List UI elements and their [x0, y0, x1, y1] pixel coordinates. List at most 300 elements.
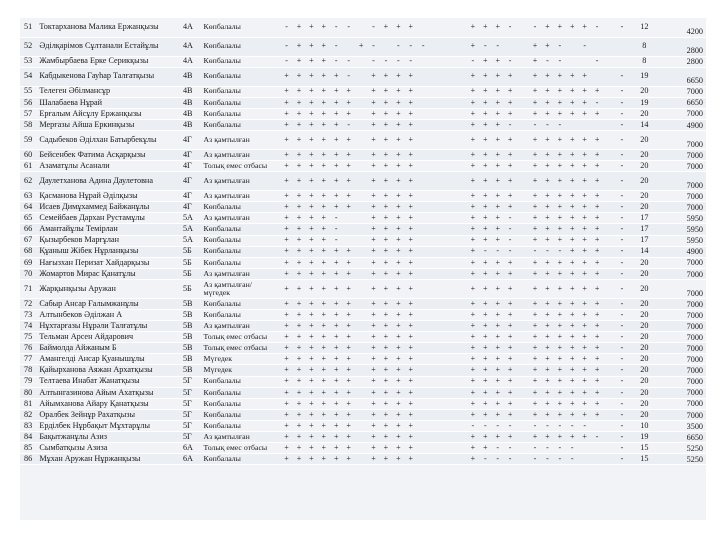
class-label: 5Г: [181, 432, 203, 443]
attendance-mark: +: [305, 432, 317, 443]
amount-value: 7000: [661, 409, 706, 420]
attendance-mark: -: [616, 268, 628, 279]
table-row: [20, 387, 706, 398]
attendance-mark: [442, 161, 454, 172]
attendance-mark: +: [280, 149, 292, 160]
attendance-mark: +: [367, 224, 379, 235]
attendance-mark: [429, 97, 441, 108]
attendance-mark: +: [541, 67, 553, 86]
attendance-mark: +: [330, 443, 342, 454]
attendance-mark: +: [541, 86, 553, 97]
attendance-mark: +: [492, 97, 504, 108]
amount-value: 5950: [661, 224, 706, 235]
attendance-mark: +: [591, 161, 603, 172]
attendance-mark: +: [367, 268, 379, 279]
student-name: Жарқынқызы Аружан: [38, 279, 181, 298]
class-label: 4Г: [181, 130, 203, 149]
attendance-mark: +: [479, 56, 491, 67]
attendance-mark: +: [318, 56, 330, 67]
attendance-mark: +: [280, 213, 292, 224]
attendance-mark: [516, 213, 528, 224]
attendance-mark: +: [342, 398, 354, 409]
attendance-mark: [442, 343, 454, 354]
attendance-mark: +: [479, 321, 491, 332]
attendance-mark: +: [467, 454, 479, 465]
amount-value: 4900: [661, 119, 706, 130]
attendance-mark: +: [380, 365, 392, 376]
attendance-mark: +: [367, 310, 379, 321]
attendance-mark: [355, 108, 367, 119]
attendance-mark: +: [479, 310, 491, 321]
attendance-mark: +: [492, 432, 504, 443]
class-label: 5В: [181, 310, 203, 321]
days-total: 20: [628, 149, 660, 160]
attendance-mark: +: [529, 398, 541, 409]
amount-value: 7000: [661, 332, 706, 343]
attendance-mark: +: [467, 279, 479, 298]
attendance-mark: -: [541, 454, 553, 465]
amount-value: 7000: [661, 86, 706, 97]
category-label: Көпбалалы: [203, 224, 281, 235]
attendance-mark: +: [318, 213, 330, 224]
attendance-mark: +: [280, 387, 292, 398]
attendance-mark: +: [504, 97, 516, 108]
attendance-mark: +: [479, 257, 491, 268]
attendance-mark: +: [541, 18, 553, 37]
attendance-mark: +: [554, 365, 566, 376]
attendance-mark: [516, 268, 528, 279]
attendance-mark: +: [392, 67, 404, 86]
amount-value: 5950: [661, 213, 706, 224]
attendance-mark: -: [504, 119, 516, 130]
attendance-mark: [429, 149, 441, 160]
attendance-mark: +: [280, 130, 292, 149]
attendance-mark: +: [554, 321, 566, 332]
attendance-mark: +: [392, 213, 404, 224]
attendance-mark: -: [504, 56, 516, 67]
row-number: 54: [20, 67, 38, 86]
attendance-mark: +: [318, 298, 330, 309]
attendance-mark: +: [380, 310, 392, 321]
attendance-mark: +: [280, 279, 292, 298]
attendance-mark: -: [380, 56, 392, 67]
attendance-mark: +: [492, 376, 504, 387]
attendance-mark: [417, 130, 429, 149]
attendance-mark: -: [392, 56, 404, 67]
attendance-mark: +: [467, 257, 479, 268]
attendance-mark: [516, 202, 528, 213]
class-label: 5Г: [181, 409, 203, 420]
attendance-mark: +: [405, 343, 417, 354]
attendance-mark: +: [318, 37, 330, 56]
attendance-mark: +: [318, 257, 330, 268]
attendance-mark: +: [591, 332, 603, 343]
attendance-mark: +: [380, 268, 392, 279]
table-row: [20, 191, 706, 202]
attendance-mark: +: [591, 321, 603, 332]
attendance-mark: +: [305, 97, 317, 108]
attendance-mark: +: [566, 161, 578, 172]
attendance-mark: -: [616, 257, 628, 268]
attendance-mark: -: [504, 246, 516, 257]
attendance-mark: [417, 191, 429, 202]
attendance-mark: -: [616, 443, 628, 454]
attendance-mark: +: [342, 202, 354, 213]
attendance-mark: -: [616, 310, 628, 321]
attendance-mark: +: [392, 130, 404, 149]
row-number: 60: [20, 149, 38, 160]
attendance-mark: +: [305, 172, 317, 191]
attendance-mark: +: [293, 310, 305, 321]
category-label: Көпбалалы: [203, 37, 281, 56]
attendance-mark: +: [293, 365, 305, 376]
category-label: Мүгедек: [203, 354, 281, 365]
attendance-mark: +: [318, 454, 330, 465]
attendance-mark: +: [554, 376, 566, 387]
attendance-mark: [417, 67, 429, 86]
attendance-mark: [603, 257, 615, 268]
attendance-mark: +: [330, 108, 342, 119]
attendance-mark: +: [529, 97, 541, 108]
attendance-mark: +: [492, 191, 504, 202]
days-total: 20: [628, 279, 660, 298]
attendance-mark: +: [330, 420, 342, 431]
attendance-mark: +: [293, 298, 305, 309]
student-name: Алтынгазинова Айым Ахатқызы: [38, 387, 181, 398]
attendance-mark: +: [318, 235, 330, 246]
attendance-mark: -: [554, 246, 566, 257]
attendance-mark: +: [305, 161, 317, 172]
attendance-mark: +: [293, 257, 305, 268]
class-label: 5Г: [181, 387, 203, 398]
amount-value: 7000: [661, 310, 706, 321]
attendance-mark: +: [467, 443, 479, 454]
attendance-mark: +: [504, 432, 516, 443]
attendance-mark: +: [591, 310, 603, 321]
attendance-mark: [342, 235, 354, 246]
attendance-mark: +: [380, 97, 392, 108]
amount-value: 5250: [661, 454, 706, 465]
attendance-mark: +: [541, 398, 553, 409]
attendance-mark: [417, 86, 429, 97]
attendance-mark: +: [529, 56, 541, 67]
attendance-mark: [429, 161, 441, 172]
attendance-mark: +: [280, 202, 292, 213]
attendance-mark: +: [305, 130, 317, 149]
attendance-mark: -: [541, 119, 553, 130]
attendance-mark: [454, 279, 466, 298]
attendance-mark: +: [405, 191, 417, 202]
attendance-mark: -: [467, 420, 479, 431]
attendance-mark: +: [529, 268, 541, 279]
attendance-mark: [516, 130, 528, 149]
attendance-mark: [417, 443, 429, 454]
attendance-mark: +: [280, 246, 292, 257]
category-label: Көпбалалы: [203, 398, 281, 409]
attendance-mark: +: [392, 268, 404, 279]
attendance-mark: +: [330, 202, 342, 213]
attendance-mark: +: [578, 310, 590, 321]
attendance-mark: [442, 387, 454, 398]
attendance-mark: -: [616, 398, 628, 409]
attendance-mark: +: [504, 310, 516, 321]
student-name: Мұхан Аружан Нұржанқызы: [38, 454, 181, 465]
attendance-mark: +: [392, 86, 404, 97]
days-total: 15: [628, 443, 660, 454]
attendance-mark: +: [492, 67, 504, 86]
attendance-mark: +: [554, 432, 566, 443]
attendance-mark: +: [467, 310, 479, 321]
attendance-mark: [429, 202, 441, 213]
amount-value: 7000: [661, 279, 706, 298]
attendance-mark: +: [392, 387, 404, 398]
attendance-mark: [616, 56, 628, 67]
student-name: Сымбатқызы Азиза: [38, 443, 181, 454]
amount-value: 7000: [661, 321, 706, 332]
days-total: 20: [628, 332, 660, 343]
attendance-mark: -: [616, 130, 628, 149]
attendance-mark: +: [566, 257, 578, 268]
attendance-mark: [603, 246, 615, 257]
attendance-mark: +: [467, 149, 479, 160]
attendance-mark: [429, 298, 441, 309]
attendance-mark: +: [405, 354, 417, 365]
attendance-mark: [417, 387, 429, 398]
attendance-mark: +: [405, 18, 417, 37]
attendance-mark: +: [504, 409, 516, 420]
attendance-mark: +: [492, 119, 504, 130]
attendance-mark: [454, 161, 466, 172]
attendance-mark: +: [591, 224, 603, 235]
days-total: 14: [628, 246, 660, 257]
table-row: [20, 409, 706, 420]
attendance-mark: -: [330, 18, 342, 37]
attendance-mark: [429, 108, 441, 119]
amount-value: 2800: [661, 56, 706, 67]
attendance-mark: +: [392, 149, 404, 160]
amount-value: 7000: [661, 298, 706, 309]
attendance-mark: -: [578, 420, 590, 431]
student-name: Қасманова Нұрай Әділқызы: [38, 191, 181, 202]
student-name: Әділқарімов Сұлтанали Естайұлы: [38, 37, 181, 56]
attendance-mark: +: [392, 365, 404, 376]
attendance-mark: +: [293, 37, 305, 56]
attendance-mark: [442, 86, 454, 97]
attendance-mark: +: [479, 443, 491, 454]
attendance-mark: +: [566, 172, 578, 191]
attendance-mark: +: [467, 37, 479, 56]
attendance-mark: +: [367, 365, 379, 376]
attendance-mark: [355, 332, 367, 343]
attendance-mark: [603, 310, 615, 321]
row-number: 63: [20, 191, 38, 202]
attendance-mark: +: [405, 202, 417, 213]
row-number: 74: [20, 321, 38, 332]
attendance-mark: +: [566, 86, 578, 97]
attendance-mark: -: [616, 108, 628, 119]
attendance-mark: +: [293, 246, 305, 257]
amount-value: 7000: [661, 161, 706, 172]
attendance-mark: +: [318, 268, 330, 279]
student-name: Айымханова Айару Қанатқызы: [38, 398, 181, 409]
attendance-mark: +: [293, 18, 305, 37]
attendance-mark: [429, 213, 441, 224]
attendance-mark: +: [330, 97, 342, 108]
attendance-mark: +: [392, 432, 404, 443]
attendance-mark: [516, 56, 528, 67]
row-number: 75: [20, 332, 38, 343]
attendance-mark: [454, 172, 466, 191]
student-name: Нұхтарғазы Нұрәли Талғатұлы: [38, 321, 181, 332]
attendance-mark: [355, 298, 367, 309]
attendance-mark: [603, 56, 615, 67]
attendance-mark: +: [578, 365, 590, 376]
attendance-mark: +: [380, 224, 392, 235]
attendance-mark: +: [318, 443, 330, 454]
attendance-mark: +: [280, 224, 292, 235]
attendance-mark: +: [367, 172, 379, 191]
attendance-mark: +: [479, 67, 491, 86]
attendance-mark: +: [504, 343, 516, 354]
attendance-mark: -: [616, 376, 628, 387]
attendance-mark: [454, 365, 466, 376]
attendance-mark: +: [305, 443, 317, 454]
attendance-mark: +: [342, 387, 354, 398]
attendance-mark: +: [578, 432, 590, 443]
attendance-mark: [516, 86, 528, 97]
attendance-mark: +: [467, 376, 479, 387]
attendance-mark: [429, 354, 441, 365]
attendance-mark: +: [566, 235, 578, 246]
attendance-mark: [578, 443, 590, 454]
attendance-mark: [603, 343, 615, 354]
attendance-mark: +: [380, 108, 392, 119]
attendance-mark: +: [529, 310, 541, 321]
attendance-mark: [516, 108, 528, 119]
amount-value: 4200: [661, 18, 706, 37]
attendance-mark: [442, 365, 454, 376]
attendance-mark: -: [479, 420, 491, 431]
attendance-mark: +: [392, 443, 404, 454]
attendance-mark: -: [504, 18, 516, 37]
attendance-mark: +: [392, 97, 404, 108]
attendance-mark: -: [330, 224, 342, 235]
attendance-mark: +: [405, 268, 417, 279]
attendance-mark: [516, 387, 528, 398]
amount-value: 7000: [661, 398, 706, 409]
attendance-mark: -: [342, 18, 354, 37]
days-total: 20: [628, 354, 660, 365]
attendance-mark: [429, 420, 441, 431]
attendance-mark: +: [392, 454, 404, 465]
attendance-mark: +: [380, 235, 392, 246]
attendance-mark: +: [554, 268, 566, 279]
attendance-mark: [429, 246, 441, 257]
attendance-mark: [578, 454, 590, 465]
attendance-mark: [516, 398, 528, 409]
table-row: [20, 56, 706, 67]
attendance-mark: +: [566, 224, 578, 235]
attendance-mark: +: [380, 398, 392, 409]
row-number: 68: [20, 246, 38, 257]
attendance-mark: [516, 298, 528, 309]
attendance-mark: +: [380, 18, 392, 37]
attendance-mark: +: [504, 387, 516, 398]
attendance-mark: [454, 56, 466, 67]
table-row: [20, 354, 706, 365]
attendance-mark: [454, 376, 466, 387]
category-label: Көпбалалы: [203, 387, 281, 398]
attendance-mark: +: [566, 310, 578, 321]
attendance-mark: [417, 246, 429, 257]
attendance-mark: [429, 37, 441, 56]
student-name: Баймолда Айжаным Б: [38, 343, 181, 354]
attendance-mark: +: [305, 365, 317, 376]
table-row: [20, 420, 706, 431]
attendance-mark: [516, 119, 528, 130]
table-row: [20, 161, 706, 172]
attendance-mark: [442, 108, 454, 119]
category-label: Толық емес отбасы: [203, 161, 281, 172]
category-label: Көпбалалы: [203, 420, 281, 431]
attendance-mark: +: [342, 443, 354, 454]
attendance-mark: +: [529, 37, 541, 56]
attendance-mark: +: [367, 321, 379, 332]
attendance-mark: +: [293, 224, 305, 235]
attendance-mark: +: [529, 298, 541, 309]
attendance-mark: +: [318, 321, 330, 332]
attendance-mark: +: [342, 376, 354, 387]
attendance-mark: +: [467, 365, 479, 376]
attendance-mark: +: [392, 354, 404, 365]
attendance-mark: [603, 161, 615, 172]
attendance-mark: +: [293, 398, 305, 409]
student-name: Исаев Димұхаммед Байжанұлы: [38, 202, 181, 213]
attendance-mark: +: [591, 202, 603, 213]
attendance-mark: +: [529, 235, 541, 246]
attendance-mark: -: [492, 37, 504, 56]
category-label: Көпбалалы: [203, 56, 281, 67]
attendance-mark: -: [367, 56, 379, 67]
attendance-mark: +: [405, 119, 417, 130]
attendance-mark: +: [405, 235, 417, 246]
attendance-mark: +: [405, 387, 417, 398]
table-row: [20, 365, 706, 376]
attendance-mark: [603, 409, 615, 420]
attendance-mark: +: [330, 119, 342, 130]
attendance-mark: [516, 321, 528, 332]
attendance-mark: +: [305, 398, 317, 409]
attendance-mark: +: [529, 86, 541, 97]
attendance-mark: [429, 376, 441, 387]
row-number: 73: [20, 310, 38, 321]
class-label: 4А: [181, 18, 203, 37]
attendance-mark: [516, 235, 528, 246]
student-name: Жамбырбаева Ерке Серикқызы: [38, 56, 181, 67]
attendance-mark: +: [479, 97, 491, 108]
attendance-mark: +: [566, 409, 578, 420]
category-label: Толық емес отбасы: [203, 443, 281, 454]
attendance-mark: [355, 279, 367, 298]
attendance-mark: [429, 86, 441, 97]
attendance-mark: +: [318, 224, 330, 235]
attendance-mark: +: [330, 67, 342, 86]
days-total: 20: [628, 191, 660, 202]
attendance-mark: +: [392, 18, 404, 37]
attendance-mark: -: [479, 246, 491, 257]
amount-value: 6650: [661, 67, 706, 86]
attendance-mark: [516, 310, 528, 321]
